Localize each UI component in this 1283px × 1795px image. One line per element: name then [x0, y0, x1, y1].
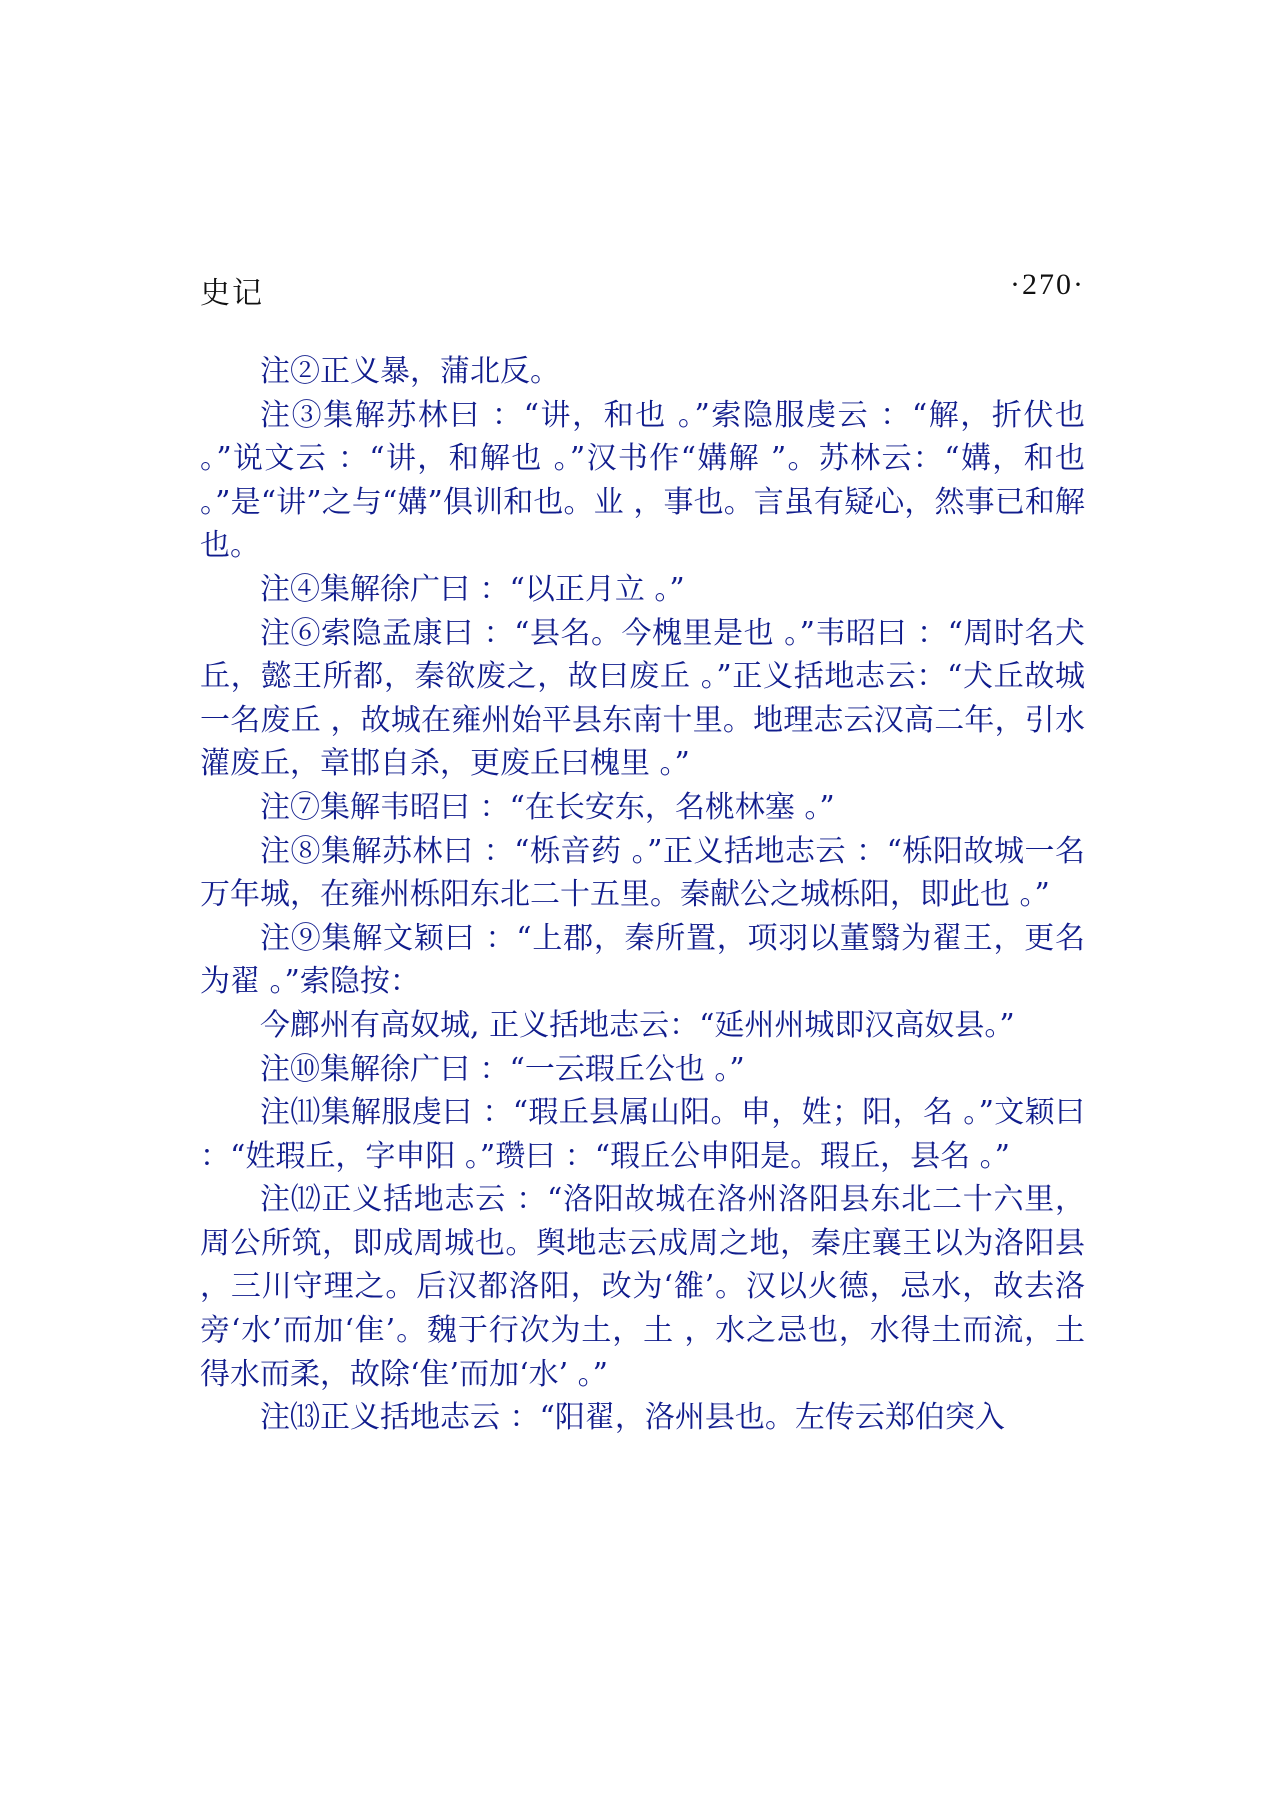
- note-paragraph: 注②正义暴，蒲北反。: [260, 354, 560, 389]
- body-text: [200, 350, 1085, 1440]
- note-paragraph: 注⑨集解文颖曰 ：“上郡，秦所置，项羽以董翳为翟王，更名为翟 。”索隐按：: [200, 920, 1085, 1000]
- note-paragraph: 注⑩集解徐广曰 ：“一云瑕丘公也 。”: [260, 1051, 745, 1087]
- note-paragraph: 今鄜州有高奴城, 正义括地志云：“延州州城即汉高奴县。”: [260, 1007, 1015, 1043]
- page-header: [200, 268, 1085, 311]
- note-paragraph: 注③集解苏林曰 ：“讲，和也 。”索隐服虔云 ：“解，折伏也 。”说文云 ：“讲，和解也 。”汉书作“媾解 ”。苏林云：“媾，和也 。”是“讲”之与“媾”俱训和也。业 ，事也。言虽有疑心，然事已和解也。: [200, 397, 1085, 564]
- book-title: 史记: [200, 276, 264, 311]
- note-paragraph: 注⑥索隐孟康曰 ：“县名。今槐里是也 。”韦昭曰 ：“周时名犬丘，懿王所都，秦欲废之，故曰废丘 。”正义括地志云：“犬丘故城一名废丘 ，故城在雍州始平县东南十里。地理志云汉高二年，引水灌废丘，章邯自杀，更废丘曰槐里 。”: [200, 615, 1085, 782]
- page-number: ·270·: [1010, 268, 1085, 301]
- note-paragraph: 注⑿正义括地志云 ：“洛阳故城在洛州洛阳县东北二十六里，周公所筑，即成周城也。舆地志云成周之地，秦庄襄王以为洛阳县 ，三川守理之。后汉都洛阳，改为‘雒’。汉以火德，忌水，故去洛旁‘水’而加‘隹’。魏于行次为土，土 ，水之忌也，水得土而流，土得水而柔，故除‘隹’而加‘水’ 。”: [200, 1182, 1085, 1392]
- note-paragraph: 注⑦集解韦昭曰 ：“在长安东，名桃林塞 。”: [260, 789, 835, 825]
- note-paragraph: 注⑾集解服虔曰 ：“瑕丘县属山阳。申，姓；阳，名 。”文颖曰 ：“姓瑕丘，字申阳 。”瓒曰 ：“瑕丘公申阳是。瑕丘，县名 。”: [200, 1095, 1085, 1174]
- note-paragraph: 注⑧集解苏林曰 ：“栎音药 。”正义括地志云 ：“栎阳故城一名万年城，在雍州栎阳东北二十五里。秦献公之城栎阳，即此也 。”: [200, 833, 1085, 913]
- note-paragraph: 注④集解徐广曰 ：“以正月立 。”: [260, 571, 685, 607]
- note-paragraph: 注⒀正义括地志云 ：“阳翟，洛州县也。左传云郑伯突入: [260, 1400, 1005, 1436]
